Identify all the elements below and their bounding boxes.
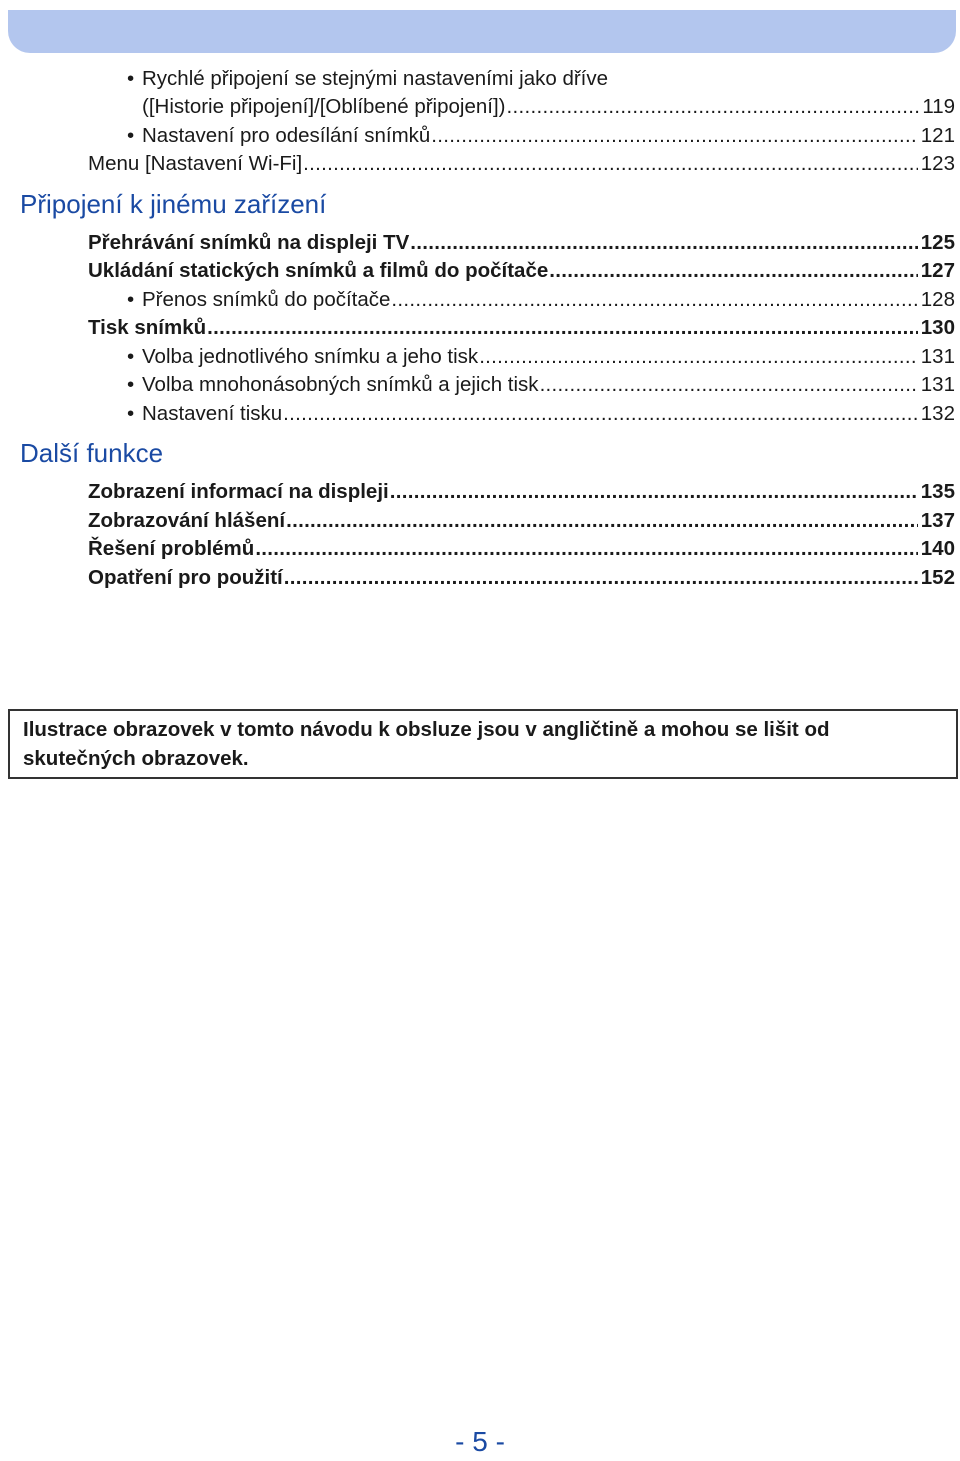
toc-entry[interactable] (0, 286, 955, 315)
toc-entry[interactable] (0, 535, 955, 564)
toc-entry[interactable] (0, 564, 955, 593)
bullet-icon: • (127, 401, 135, 425)
header-bar (8, 10, 956, 53)
toc-entry-label: Přehrávání snímků na displeji TV (88, 230, 410, 254)
dot-leader (390, 478, 918, 507)
toc-entry[interactable] (0, 371, 955, 400)
toc-entry-page: 125 (920, 230, 955, 254)
toc-entry-page: 128 (920, 287, 955, 311)
toc-entry-label: Opatření pro použití (88, 565, 283, 589)
dot-leader (410, 229, 918, 258)
toc-entry[interactable] (0, 257, 955, 286)
dot-leader (303, 150, 918, 179)
bullet-icon: • (127, 67, 135, 90)
toc-entry[interactable] (0, 400, 955, 429)
toc-entry-page: 123 (920, 152, 955, 175)
toc-entry-page: 132 (920, 401, 955, 425)
section-heading[interactable]: Další funkce (20, 438, 164, 468)
toc-entry[interactable] (0, 93, 955, 122)
toc-entry[interactable] (0, 150, 955, 179)
toc-entry-page: 131 (920, 373, 955, 396)
dot-leader (286, 507, 918, 536)
toc-entry-label: Nastavení pro odesílání snímků (142, 123, 431, 147)
bullet-icon: • (127, 344, 135, 368)
page-number: - 5 - (455, 1426, 505, 1457)
dot-leader (507, 93, 920, 122)
toc-entry-label: Nastavení tisku (142, 401, 283, 425)
toc-entry[interactable] (0, 478, 955, 507)
toc-entry[interactable] (0, 229, 955, 258)
toc-entry-label: Tisk snímků (88, 316, 207, 339)
section-heading[interactable]: Připojení k jinému zařízení (20, 188, 327, 219)
dot-leader (391, 286, 917, 315)
toc-entry-label: Přenos snímků do počítače (142, 287, 391, 311)
toc-entry-page: 140 (920, 537, 955, 560)
dot-leader (207, 314, 918, 343)
toc-entry-label: Volba jednotlivého snímku a jeho tisk (142, 344, 479, 368)
bullet-icon: • (127, 373, 135, 396)
toc-entry-label: Ukládání statických snímků a filmů do počítače (88, 259, 549, 282)
toc-entry-label: Menu [Nastavení Wi-Fi] (88, 152, 303, 175)
toc-entry-page: 152 (920, 565, 955, 589)
toc-entry-page: 131 (920, 344, 955, 368)
dot-leader (255, 535, 917, 564)
dot-leader (283, 400, 918, 429)
toc-entry[interactable] (0, 507, 955, 536)
dot-leader (284, 564, 918, 593)
dot-leader (549, 257, 918, 286)
toc-entry[interactable] (0, 122, 955, 151)
toc-entry-label: Zobrazení informací na displeji (88, 480, 389, 503)
toc-entry-label: Volba mnohonásobných snímků a jejich tisk (142, 373, 539, 396)
toc-entry[interactable] (0, 64, 960, 93)
toc-entry-page: 127 (920, 259, 955, 282)
toc-entry[interactable] (0, 314, 955, 343)
toc-entry-page: 119 (922, 95, 955, 118)
toc-entry-page: 135 (920, 480, 955, 503)
note-text: Ilustrace obrazovek v tomto návodu k obsluze jsou v angličtině a mohou se lišit od skutečných obrazovek. (23, 718, 830, 770)
dot-leader (540, 371, 918, 400)
note-box (8, 709, 958, 779)
toc-entry-label: Zobrazování hlášení (88, 508, 286, 532)
toc-entry-label: ([Historie připojení]/[Oblíbené připojení]) (142, 95, 506, 118)
toc-entry-label: Řešení problémů (88, 537, 255, 560)
bullet-icon: • (127, 287, 135, 311)
toc-entry-label: Rychlé připojení se stejnými nastaveními jako dříve (142, 67, 609, 90)
toc-entry[interactable] (0, 343, 955, 372)
toc-entry-page: 121 (920, 123, 955, 147)
toc-entry-page: 130 (920, 316, 955, 339)
bullet-icon: • (127, 123, 135, 147)
dot-leader (479, 343, 918, 372)
table-of-contents (0, 64, 960, 592)
toc-entry-page: 137 (920, 508, 955, 532)
dot-leader (431, 122, 917, 151)
